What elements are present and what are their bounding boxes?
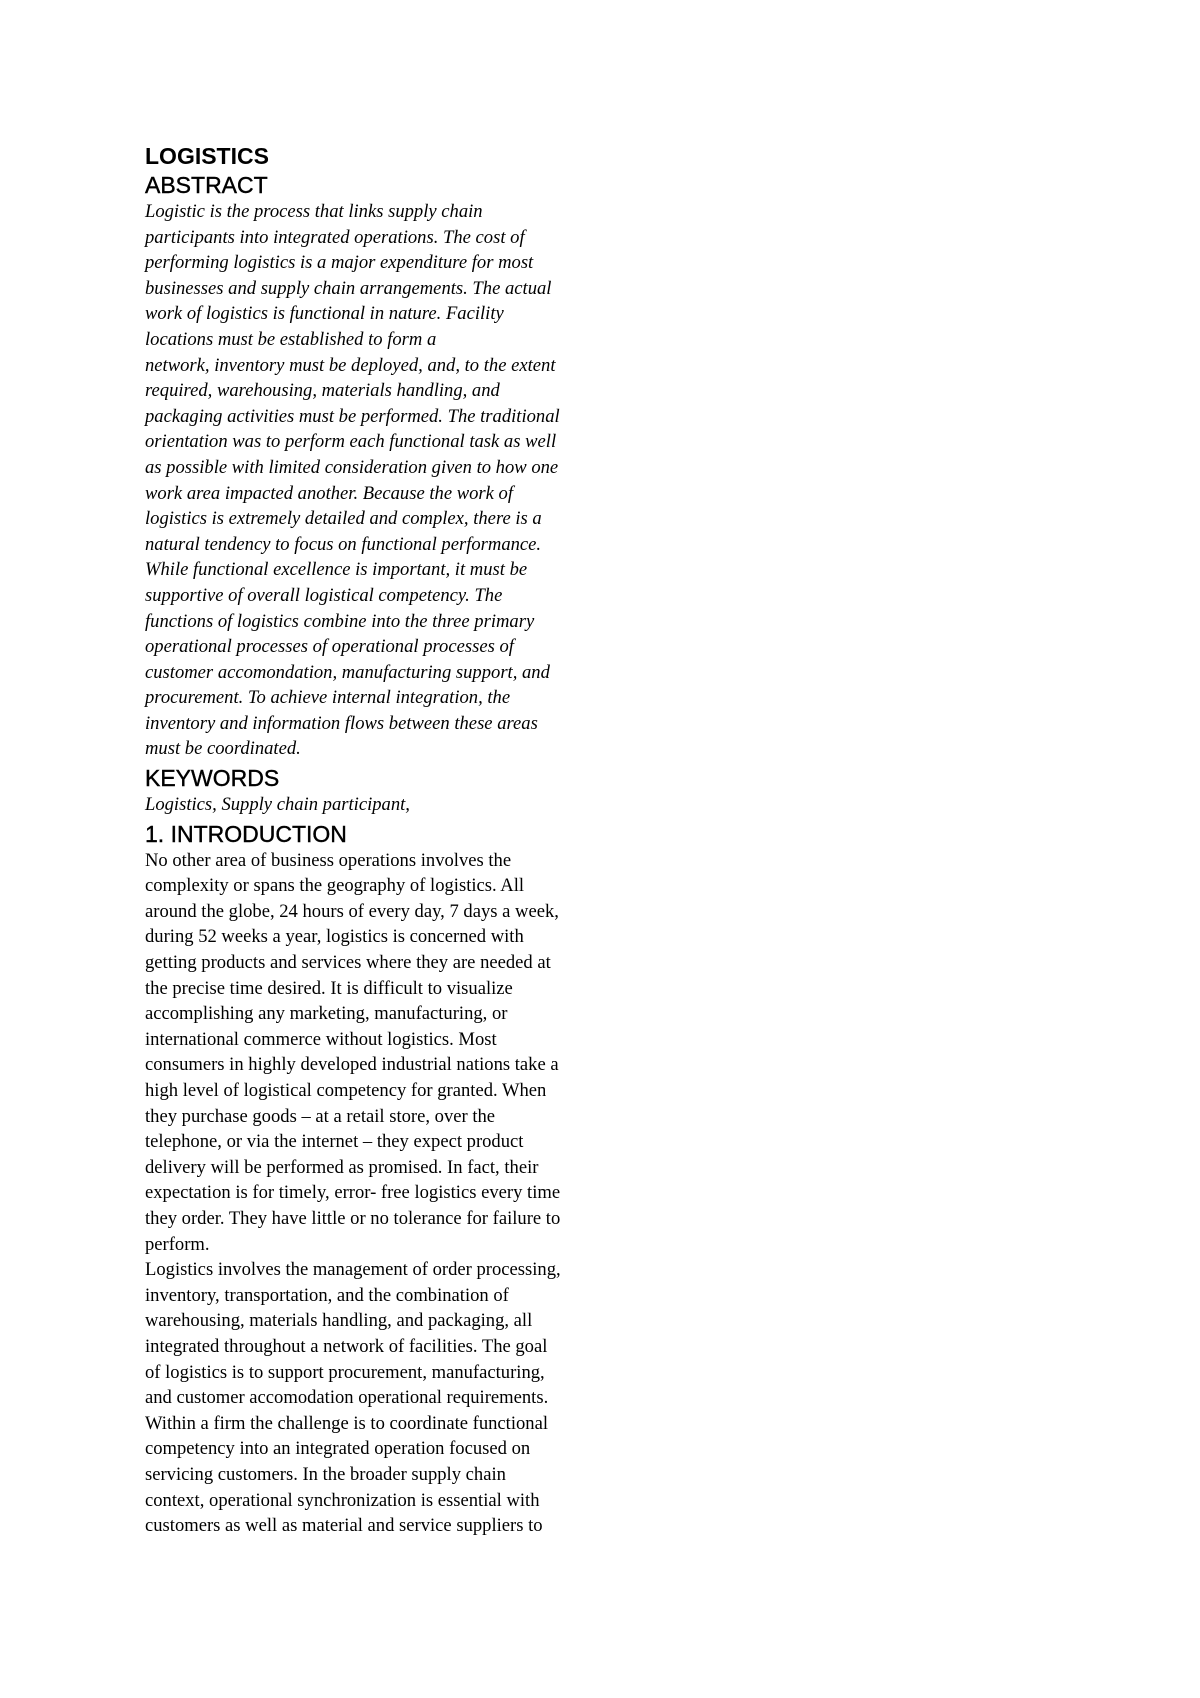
keywords-text: Logistics, Supply chain participant, — [145, 794, 410, 816]
introduction-line: perform. — [145, 1233, 210, 1255]
introduction-line: Logistics involves the management of order processing, — [145, 1259, 561, 1281]
abstract-line: procurement. To achieve internal integration, the — [145, 687, 511, 709]
abstract-line: locations must be established to form a — [145, 328, 437, 350]
document-title: LOGISTICS — [145, 143, 269, 169]
introduction-line: getting products and services where they are needed at — [145, 952, 551, 974]
introduction-line: high level of logistical competency for granted. When — [145, 1080, 547, 1101]
abstract-line: performing logistics is a major expenditure for most — [145, 252, 534, 274]
introduction-line: the precise time desired. It is difficult to visualize — [145, 977, 513, 999]
abstract-line: natural tendency to focus on functional performance. — [145, 533, 542, 555]
introduction-line: around the globe, 24 hours of every day, 7 days a week, — [145, 900, 559, 922]
introduction-line: competency into an integrated operation focused on — [145, 1438, 531, 1460]
abstract-line: orientation was to perform each functional task as well — [145, 431, 557, 453]
introduction-heading: 1. INTRODUCTION — [145, 820, 347, 847]
introduction-line: expectation is for timely, error- free logistics every time — [145, 1182, 561, 1204]
abstract-line: businesses and supply chain arrangements. The actual — [145, 277, 552, 299]
keywords-heading: KEYWORDS — [145, 765, 280, 792]
abstract-line: customer accomondation, manufacturing support, and — [145, 661, 550, 683]
abstract-line: functions of logistics combine into the three primary — [145, 610, 535, 632]
abstract-line: supportive of overall logistical competency. The — [145, 584, 503, 606]
introduction-line: context, operational synchronization is essential with — [145, 1489, 540, 1511]
introduction-line: and customer accomodation operational requirements. — [145, 1387, 549, 1409]
abstract-body — [145, 199, 645, 762]
introduction-line: inventory, transportation, and the combination of — [145, 1284, 509, 1306]
abstract-line: Logistic is the process that links supply chain — [145, 201, 483, 222]
introduction-line: accomplishing any marketing, manufacturing, or — [145, 1003, 508, 1025]
abstract-line: must be coordinated. — [145, 738, 301, 760]
introduction-line: No other area of business operations involves the — [145, 849, 512, 871]
introduction-line: servicing customers. In the broader supply chain — [145, 1463, 506, 1485]
introduction-line: they purchase goods – at a retail store, over the — [145, 1105, 496, 1127]
introduction-line: complexity or spans the geography of logistics. All — [145, 875, 525, 897]
abstract-line: work area impacted another. Because the work of — [145, 482, 514, 504]
abstract-line: operational processes of operational processes of — [145, 636, 514, 658]
introduction-line: delivery will be performed as promised. In fact, their — [145, 1156, 539, 1178]
abstract-line: packaging activities must be performed. The traditional — [145, 405, 560, 427]
introduction-line: of logistics is to support procurement, manufacturing, — [145, 1361, 545, 1383]
abstract-line: inventory and information flows between these areas — [145, 712, 538, 734]
introduction-line: customers as well as material and service suppliers to — [145, 1515, 543, 1537]
introduction-line: they order. They have little or no tolerance for failure to — [145, 1207, 561, 1229]
introduction-line: during 52 weeks a year, logistics is concerned with — [145, 926, 524, 948]
introduction-line: warehousing, materials handling, and packaging, all — [145, 1310, 533, 1332]
introduction-line: telephone, or via the internet – they expect product — [145, 1131, 524, 1153]
abstract-line: required, warehousing, materials handling, and — [145, 380, 500, 402]
introduction-line: integrated throughout a network of facilities. The goal — [145, 1335, 548, 1357]
abstract-line: as possible with limited consideration given to how one — [145, 456, 559, 478]
abstract-heading: ABSTRACT — [145, 172, 268, 198]
abstract-line: work of logistics is functional in nature. Facility — [145, 303, 504, 325]
document-page — [145, 141, 645, 1539]
abstract-line: logistics is extremely detailed and complex, there is a — [145, 508, 542, 530]
abstract-line: network, inventory must be deployed, and, to the extent — [145, 354, 556, 376]
introduction-line: Within a firm the challenge is to coordinate functional — [145, 1412, 549, 1434]
introduction-line: consumers in highly developed industrial nations take a — [145, 1054, 559, 1076]
introduction-line: international commerce without logistics. Most — [145, 1028, 497, 1050]
abstract-line: While functional excellence is important, it must be — [145, 559, 528, 581]
abstract-line: participants into integrated operations. The cost of — [145, 226, 525, 248]
introduction-body — [145, 848, 645, 1539]
